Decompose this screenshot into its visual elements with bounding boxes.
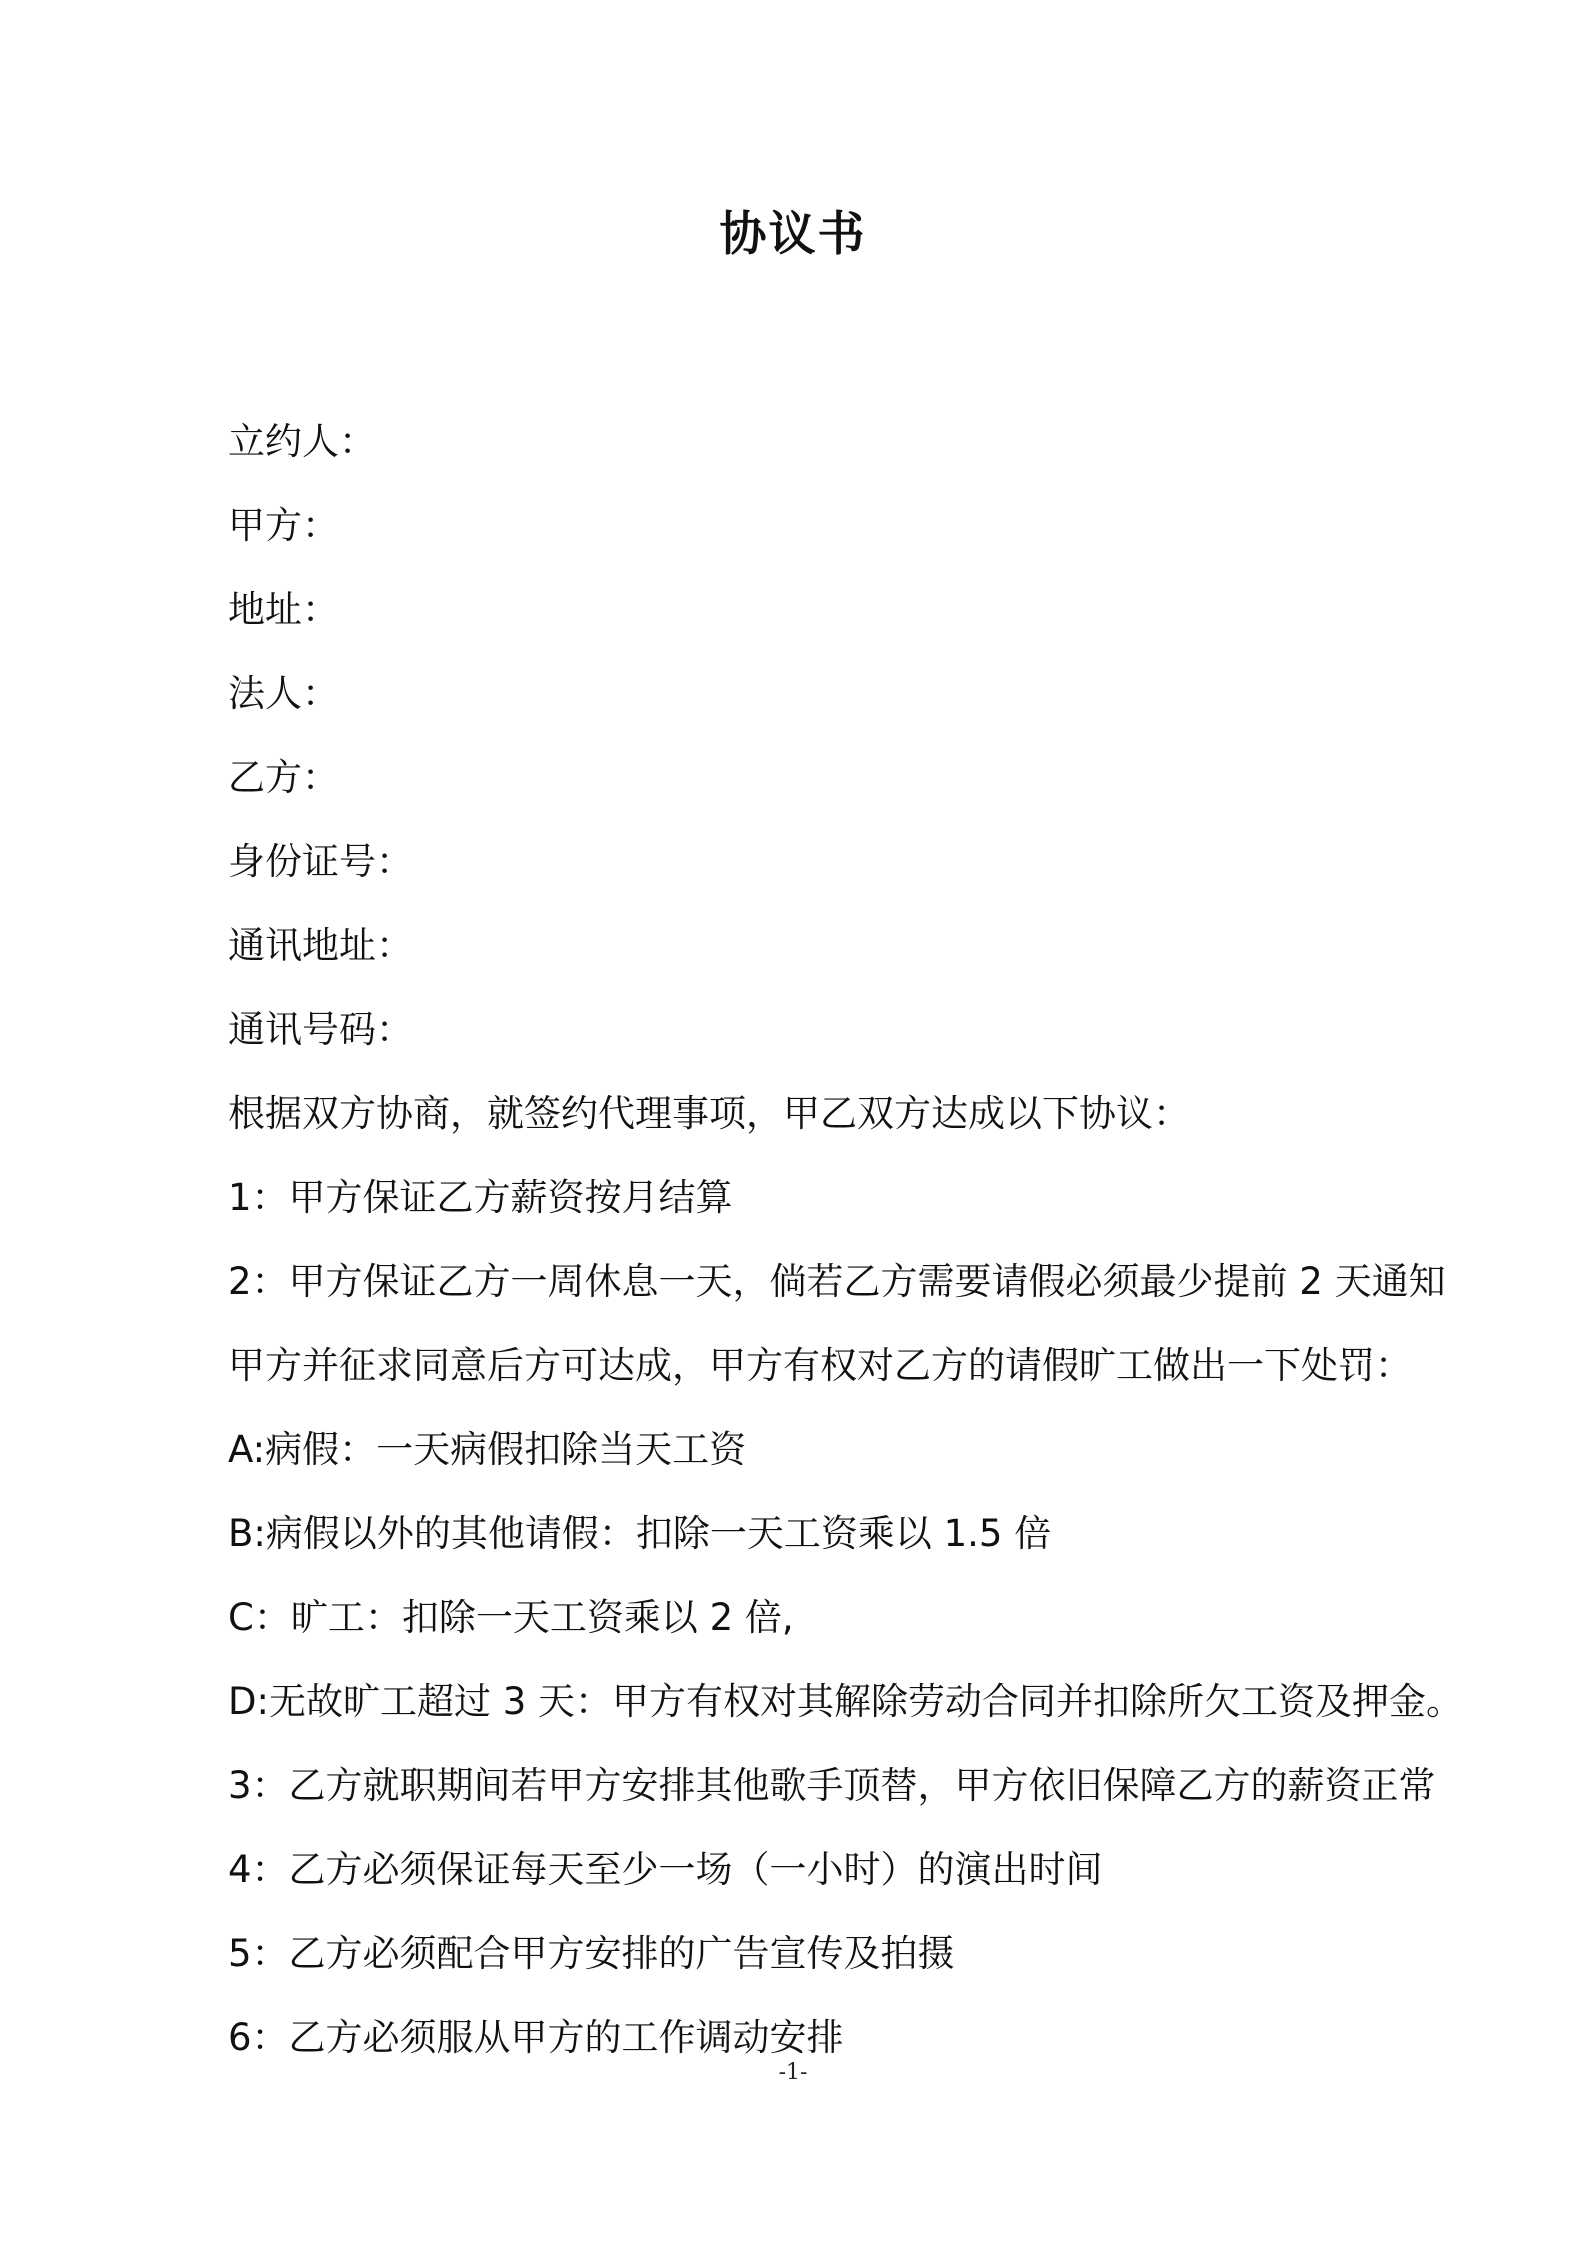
clause-1: 1：甲方保证乙方薪资按月结算 bbox=[228, 1176, 733, 1219]
field-legal-person: 法人： bbox=[228, 672, 339, 715]
penalty-c: C：旷工：扣除一天工资乘以 2 倍, bbox=[228, 1596, 794, 1639]
agreement-preamble: 根据双方协商，就签约代理事项，甲乙双方达成以下协议： bbox=[228, 1092, 1190, 1135]
field-party-b: 乙方： bbox=[228, 756, 339, 799]
clause-2-continued: 甲方并征求同意后方可达成，甲方有权对乙方的请假旷工做出一下处罚： bbox=[228, 1344, 1412, 1387]
clause-2: 2：甲方保证乙方一周休息一天，倘若乙方需要请假必须最少提前 2 天通知 bbox=[228, 1260, 1446, 1303]
penalty-b: B:病假以外的其他请假：扣除一天工资乘以 1.5 倍 bbox=[228, 1512, 1052, 1555]
field-phone-number: 通讯号码： bbox=[228, 1008, 413, 1051]
document-title: 协议书 bbox=[719, 207, 867, 262]
clause-4: 4：乙方必须保证每天至少一场（一小时）的演出时间 bbox=[228, 1848, 1103, 1891]
field-address: 地址： bbox=[228, 588, 339, 631]
clause-3: 3：乙方就职期间若甲方安排其他歌手顶替，甲方依旧保障乙方的薪资正常 bbox=[228, 1764, 1436, 1807]
agreement-body bbox=[228, 400, 1478, 2080]
page-number: -1- bbox=[778, 2060, 808, 2085]
penalty-d: D:无故旷工超过 3 天：甲方有权对其解除劳动合同并扣除所欠工资及押金。 bbox=[228, 1680, 1464, 1723]
field-signatory: 立约人： bbox=[228, 420, 376, 463]
field-party-a: 甲方： bbox=[228, 504, 339, 547]
penalty-a: A:病假：一天病假扣除当天工资 bbox=[228, 1428, 747, 1471]
field-id-number: 身份证号： bbox=[228, 840, 413, 883]
clause-5: 5：乙方必须配合甲方安排的广告宣传及拍摄 bbox=[228, 1932, 955, 1975]
field-mailing-address: 通讯地址： bbox=[228, 924, 413, 967]
clause-6: 6：乙方必须服从甲方的工作调动安排 bbox=[228, 2016, 844, 2059]
